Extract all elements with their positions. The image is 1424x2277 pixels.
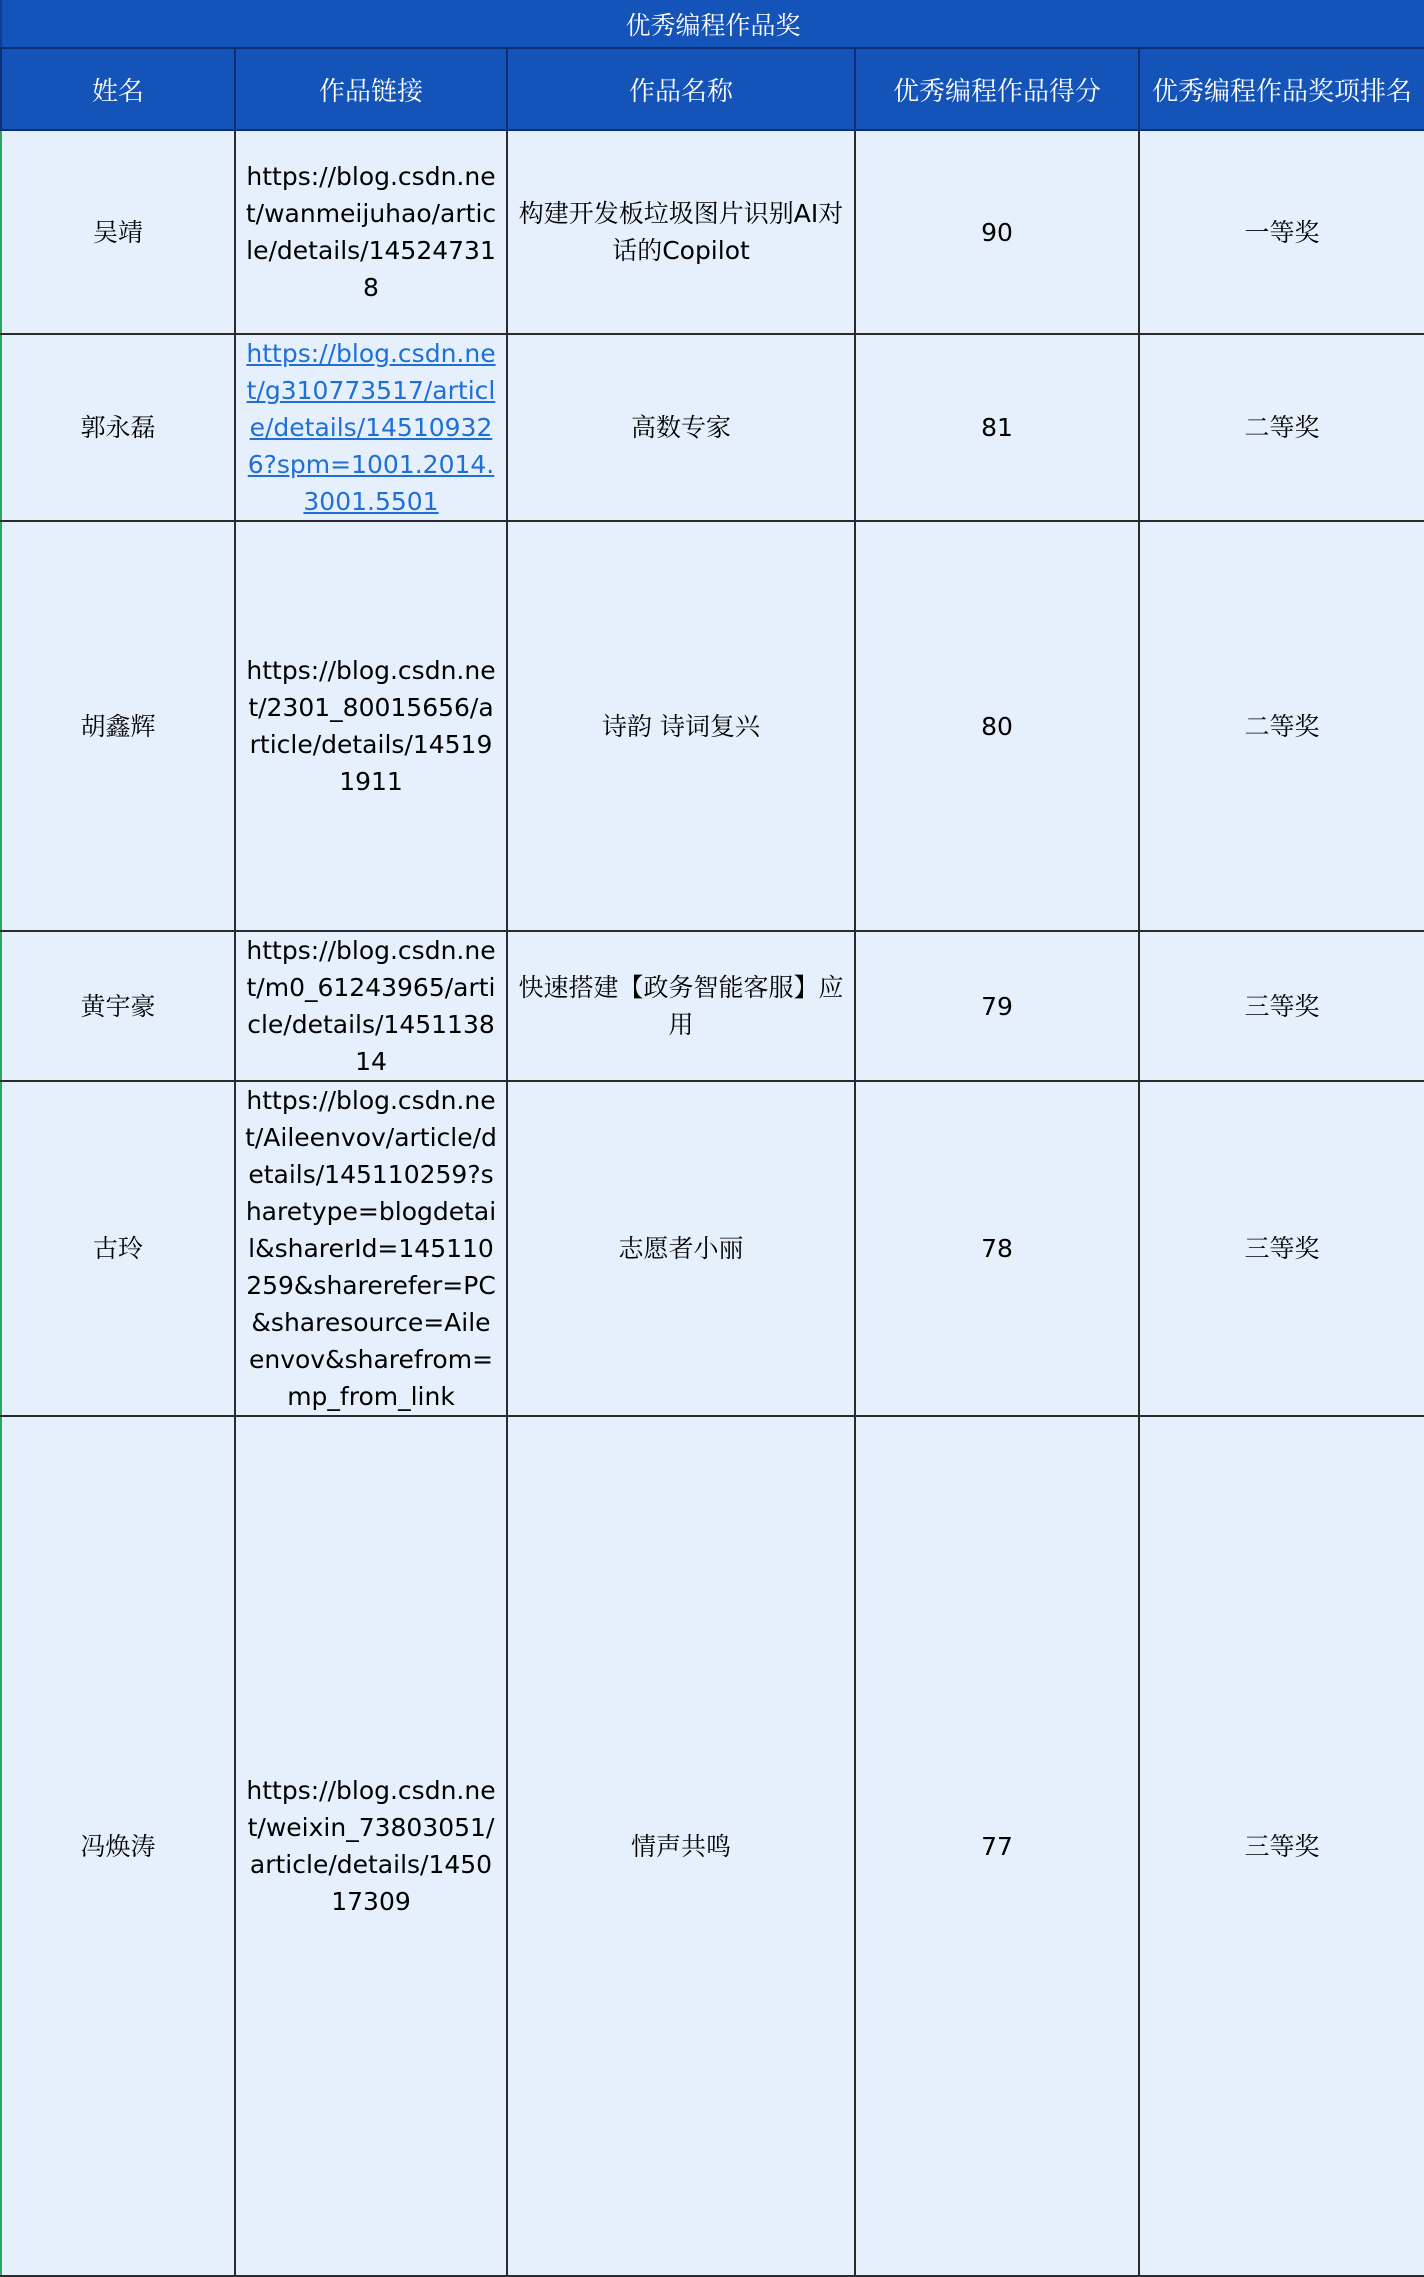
table-row <box>1 521 1424 931</box>
cell-work[interactable]: 诗韵 诗词复兴 <box>507 521 855 931</box>
cell-link[interactable]: https://blog.csdn.net/m0_61243965/article/details/145113814 <box>235 931 507 1081</box>
cell-name[interactable]: 吴靖 <box>1 130 235 334</box>
column-header-score[interactable]: 优秀编程作品得分 <box>855 48 1139 130</box>
cell-score[interactable]: 81 <box>855 334 1139 521</box>
cell-score[interactable]: 90 <box>855 130 1139 334</box>
column-header-link[interactable]: 作品链接 <box>235 48 507 130</box>
cell-name[interactable]: 冯焕涛 <box>1 1416 235 2276</box>
cell-score[interactable]: 79 <box>855 931 1139 1081</box>
award-table <box>0 47 1424 2277</box>
cell-link[interactable]: https://blog.csdn.net/2301_80015656/article/details/145191911 <box>235 521 507 931</box>
cell-work[interactable]: 构建开发板垃圾图片识别AI对话的Copilot <box>507 130 855 334</box>
column-header-rank[interactable]: 优秀编程作品奖项排名 <box>1139 48 1424 130</box>
cell-name[interactable]: 古玲 <box>1 1081 235 1416</box>
cell-rank[interactable]: 二等奖 <box>1139 521 1424 931</box>
table-row <box>1 130 1424 334</box>
table-row <box>1 1416 1424 2276</box>
table-row <box>1 1081 1424 1416</box>
cell-link[interactable]: https://blog.csdn.net/weixin_73803051/article/details/145017309 <box>235 1416 507 2276</box>
cell-rank[interactable]: 三等奖 <box>1139 931 1424 1081</box>
cell-work[interactable]: 志愿者小丽 <box>507 1081 855 1416</box>
cell-score[interactable]: 80 <box>855 521 1139 931</box>
cell-work[interactable]: 高数专家 <box>507 334 855 521</box>
cell-rank[interactable]: 三等奖 <box>1139 1416 1424 2276</box>
column-header-name[interactable]: 姓名 <box>1 48 235 130</box>
table-title: 优秀编程作品奖 <box>0 0 1424 47</box>
cell-name[interactable]: 黄宇豪 <box>1 931 235 1081</box>
cell-link[interactable]: https://blog.csdn.net/Aileenvov/article/details/145110259?sharetype=blogdetail&sharerId=145110259&sharerefer=PC&sharesource=Aileenvov&sharefrom=mp_from_link <box>235 1081 507 1416</box>
table-row <box>1 334 1424 521</box>
article-hyperlink[interactable]: https://blog.csdn.net/g310773517/article/details/145109326?spm=1001.2014.3001.5501 <box>246 339 496 516</box>
column-header-work[interactable]: 作品名称 <box>507 48 855 130</box>
cell-work[interactable]: 快速搭建【政务智能客服】应用 <box>507 931 855 1081</box>
cell-score[interactable]: 78 <box>855 1081 1139 1416</box>
cell-score[interactable]: 77 <box>855 1416 1139 2276</box>
cell-rank[interactable]: 一等奖 <box>1139 130 1424 334</box>
cell-link[interactable]: https://blog.csdn.net/wanmeijuhao/article/details/145247318 <box>235 130 507 334</box>
cell-link[interactable] <box>235 334 507 521</box>
cell-work[interactable]: 情声共鸣 <box>507 1416 855 2276</box>
cell-rank[interactable]: 三等奖 <box>1139 1081 1424 1416</box>
cell-rank[interactable]: 二等奖 <box>1139 334 1424 521</box>
header-row <box>1 48 1424 130</box>
cell-name[interactable]: 胡鑫辉 <box>1 521 235 931</box>
cell-name[interactable]: 郭永磊 <box>1 334 235 521</box>
table-row <box>1 931 1424 1081</box>
